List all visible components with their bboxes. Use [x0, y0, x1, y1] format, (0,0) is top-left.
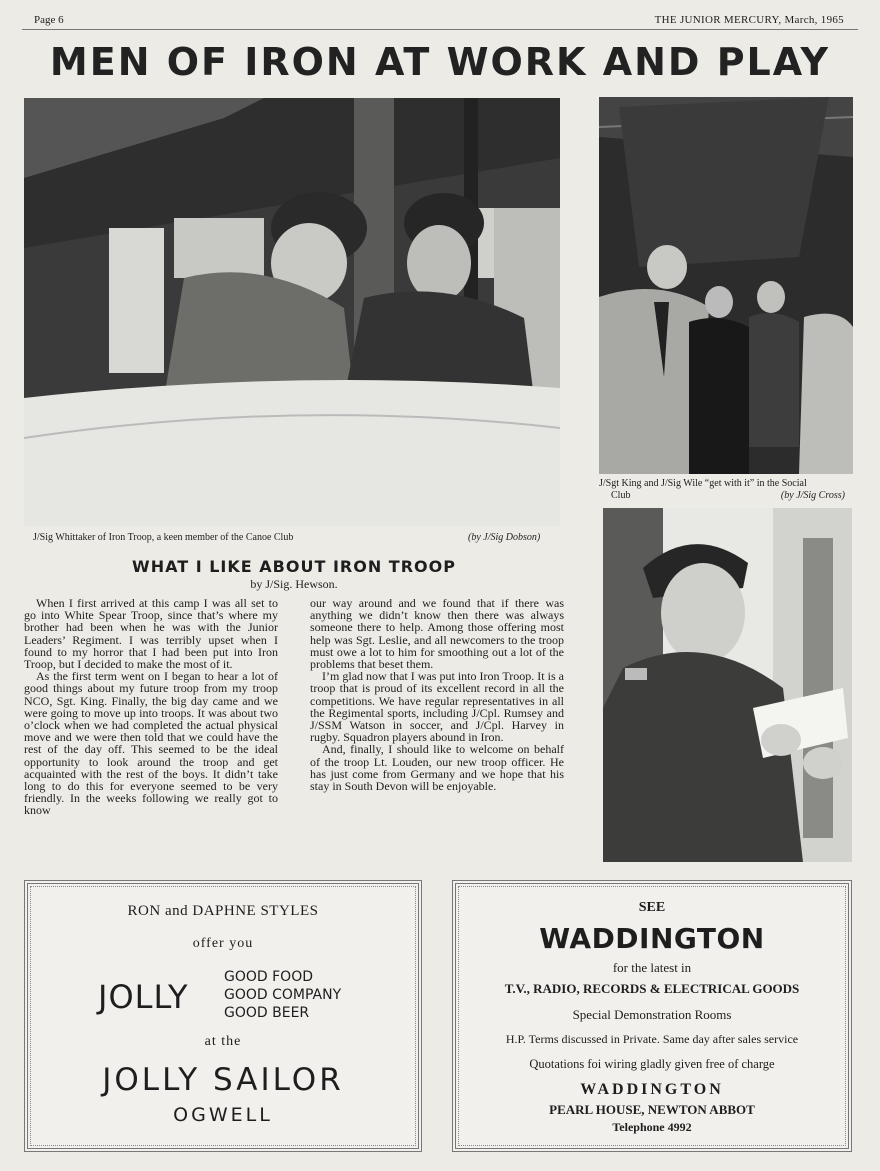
advert-for-latest: for the latest in [612, 960, 692, 975]
article-title: WHAT I LIKE ABOUT IRON TROOP [132, 557, 456, 576]
social-caption-line2: Club [611, 490, 631, 501]
canoe-photo-caption: J/Sig Whittaker of Iron Troop, a keen member of the Canoe Club [33, 532, 294, 543]
advert-good-item: GOOD BEER [224, 1005, 310, 1021]
article-column-1 [24, 597, 278, 865]
canoe-photo-credit: (by J/Sig Dobson) [468, 532, 541, 543]
photo-soldier-reading [603, 508, 852, 862]
advert-see: SEE [638, 900, 666, 915]
advert-jolly: JOLLY [98, 978, 189, 1016]
advert-place: OGWELL [173, 1104, 273, 1126]
article-byline: by J/Sig. Hewson. [250, 577, 338, 591]
page-headline: MEN OF IRON AT WORK AND PLAY [49, 40, 831, 84]
advert-telephone: Telephone 4992 [612, 1120, 692, 1134]
photo-canoe-club [24, 98, 560, 526]
article-paragraph: I’m glad now that I was put into Iron Troop. It is a troop that is proud of its excellent record in all the competitions. We have regular representatives in all the Regimental sports, including J/Cpl. Rumsey and J/SSM Watson in soccer, and J/Cpl. Harvey in rugby. Squadron players abound in Iron. [310, 669, 564, 745]
advert-quotations: Quotations foi wiring gladly given free of charge [529, 1057, 775, 1071]
article-paragraph: And, finally, I should like to welcome on behalf of the troop Lt. Louden, our new troop officer. He has just come from Germany and we hope that his stay in South Devon will be enjoyable. [310, 742, 564, 794]
advert-jolly-sailor [24, 880, 422, 1152]
social-photo-credit: (by J/Sig Cross) [780, 490, 845, 501]
social-caption-line1: J/Sgt King and J/Sig Wile “get with it” in the Social [599, 478, 807, 489]
advert-at-the: at the [204, 1034, 242, 1049]
advert-good-item: GOOD FOOD [224, 969, 313, 985]
article-column-2 [310, 597, 564, 865]
advert-demo-rooms: Special Demonstration Rooms [572, 1007, 732, 1022]
article-paragraph: When I first arrived at this camp I was all set to go into White Spear Troop, since that’s where my brother had been when he was with the Junior Leaders’ Regiment. I was terribly upset when I found to my horror that I had been put into Iron Troop, but I decided to make the most of it. [24, 597, 278, 672]
article-paragraph: our way around and we found that if there was anything we didn’t know then there was always someone there to help. Among those offering most help was Sgt. Leslie, and all newcomers to the troop must owe a lot to him for smoothing out a lot of the problems that beset them. [310, 597, 564, 672]
advert-good-item: GOOD COMPANY [224, 987, 342, 1003]
advert-company-name: WADDINGTON [539, 922, 765, 955]
advert-terms: H.P. Terms discussed in Private. Same day after sales service [505, 1032, 799, 1046]
advert-company-name-2: WADDINGTON [580, 1081, 724, 1098]
page-number: Page 6 [34, 14, 64, 26]
social-photo-caption [599, 478, 853, 502]
advert-goods-list [224, 968, 341, 1022]
advert-goods: T.V., RADIO, RECORDS & ELECTRICAL GOODS [504, 981, 800, 996]
article-paragraph: As the first term went on I began to hear a lot of good things about my future troop from my troop NCO, Sgt. King. Finally, the big day came and we were going to move up into troops. It was about two o’clock when we had completed the actual physical move and we were then told that we could have the rest of the day off. This seemed to be the ideal opportunity to look around the troop and get acquainted with the rest of the boys. It didn’t take long to do this for everyone seemed to be very friendly. In the weeks following we really got to know [24, 669, 278, 818]
advert-offer: offer you [192, 936, 254, 951]
advert-address: PEARL HOUSE, NEWTON ABBOT [549, 1102, 755, 1117]
header-rule [22, 29, 858, 30]
advert-waddington [452, 880, 852, 1152]
publication-line: THE JUNIOR MERCURY, March, 1965 [654, 14, 844, 26]
advert-venue: JOLLY SAILOR [102, 1062, 344, 1098]
photo-social-club [599, 97, 853, 474]
advert-hosts: RON and DAPHNE STYLES [127, 903, 319, 919]
